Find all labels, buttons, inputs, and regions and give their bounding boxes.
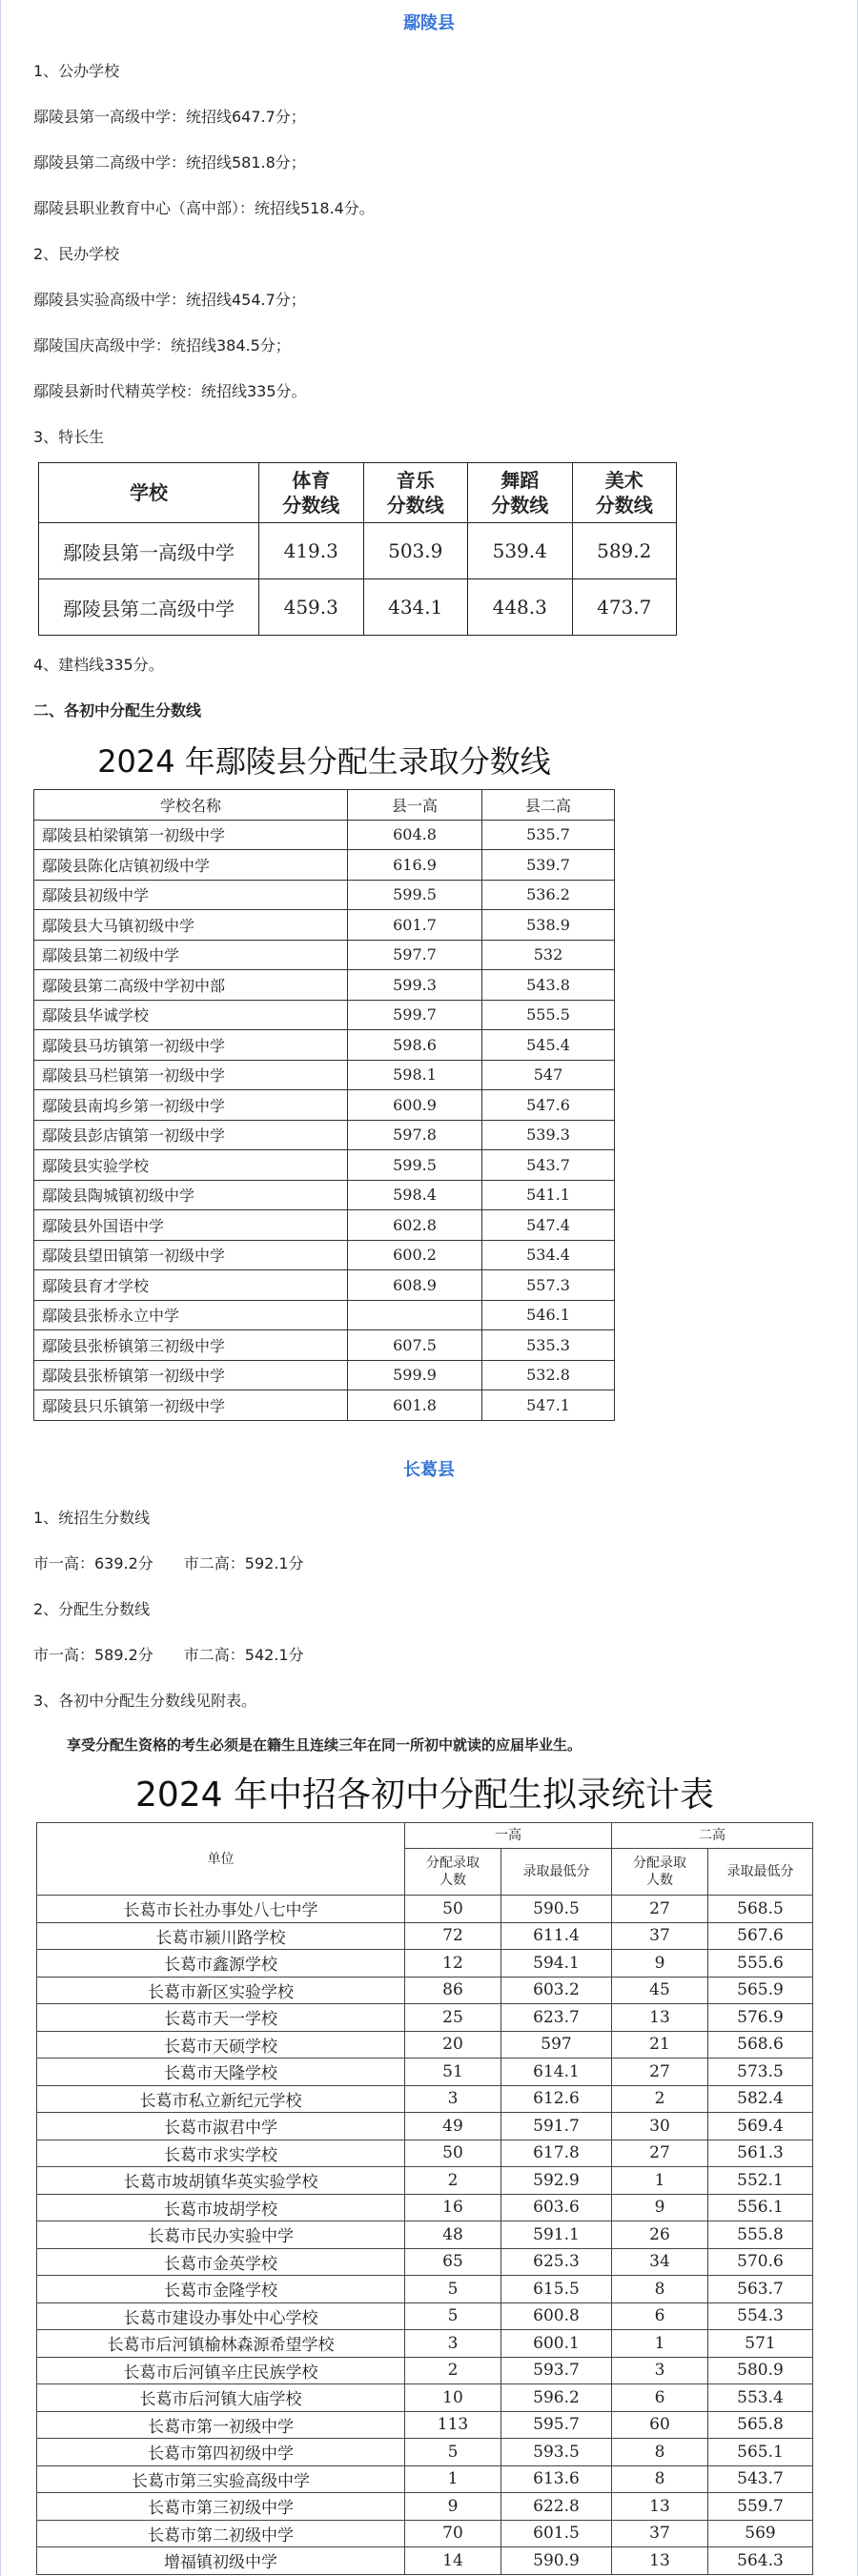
table-row [39, 523, 677, 579]
table-header-cell: 单位 [37, 1823, 405, 1896]
table-cell: 鄢陵县只乐镇第一初级中学 [34, 1390, 348, 1421]
table-header-cell: 录取最低分 [501, 1849, 612, 1896]
table-row [37, 2357, 813, 2384]
table-cell: 547.1 [482, 1390, 615, 1421]
table-cell: 鄢陵县第二初级中学 [34, 940, 348, 970]
table-cell: 571 [708, 2330, 813, 2358]
table-cell: 1 [612, 2330, 708, 2358]
table-cell: 597.8 [348, 1120, 482, 1150]
table-cell: 鄢陵县南坞乡第一初级中学 [34, 1090, 348, 1121]
table-cell: 532.8 [482, 1360, 615, 1390]
table-cell: 614.1 [501, 2059, 612, 2086]
table-cell: 612.6 [501, 2085, 612, 2113]
table-cell: 569.4 [708, 2113, 813, 2140]
table-cell: 长葛市后河镇榆林森源希望学校 [37, 2330, 405, 2358]
table-cell: 539.7 [482, 850, 615, 881]
table-cell: 13 [612, 2547, 708, 2575]
table-cell: 543.7 [482, 1150, 615, 1181]
table-cell: 长葛市第四初级中学 [37, 2439, 405, 2466]
table-cell: 12 [405, 1950, 501, 1978]
table-row [34, 1330, 615, 1361]
table-cell: 601.7 [348, 910, 482, 941]
table-cell: 13 [612, 2004, 708, 2032]
table-cell: 14 [405, 2547, 501, 2575]
table-row [34, 1240, 615, 1270]
table-cell: 6 [612, 2384, 708, 2412]
table-row [37, 2465, 813, 2493]
table-cell: 37 [612, 2520, 708, 2547]
table-cell: 3 [405, 2085, 501, 2113]
table-cell: 555.6 [708, 1950, 813, 1978]
table-cell: 625.3 [501, 2248, 612, 2276]
table-cell: 596.2 [501, 2384, 612, 2412]
table-cell: 45 [612, 1977, 708, 2004]
table-cell: 鄢陵县第一高级中学 [39, 523, 259, 579]
table-row [34, 820, 615, 850]
table-cell: 长葛市建设办事处中心学校 [37, 2302, 405, 2330]
table-cell: 600.1 [501, 2330, 612, 2358]
table-cell: 557.3 [482, 1270, 615, 1301]
table-cell: 545.4 [482, 1030, 615, 1061]
table-cell: 539.3 [482, 1120, 615, 1150]
table-cell: 547 [482, 1060, 615, 1090]
table-row [39, 579, 677, 636]
table-cell: 565.1 [708, 2439, 813, 2466]
table-cell: 599.9 [348, 1360, 482, 1390]
table-cell: 27 [612, 2059, 708, 2086]
table-cell: 长葛市第二初级中学 [37, 2520, 405, 2547]
table-cell: 长葛市天隆学校 [37, 2059, 405, 2086]
table-row [37, 2113, 813, 2140]
section-title-yanling: 鄢陵县 [403, 13, 455, 33]
table-header-cell: 一高 [405, 1823, 612, 1849]
table-cell: 617.8 [501, 2140, 612, 2167]
table-cell: 599.5 [348, 880, 482, 910]
table-cell: 597 [501, 2031, 612, 2059]
table-cell: 86 [405, 1977, 501, 2004]
table-cell: 长葛市天一学校 [37, 2004, 405, 2032]
table-cell: 593.5 [501, 2439, 612, 2466]
text-line: 鄢陵县实验高级中学：统招线454.7分； [33, 291, 306, 309]
table-cell: 599.3 [348, 970, 482, 1001]
table-cell: 603.2 [501, 1977, 612, 2004]
table-cell: 532 [482, 940, 615, 970]
table-cell: 60 [612, 2411, 708, 2439]
table-cell: 600.2 [348, 1240, 482, 1270]
table-cell [348, 1300, 482, 1330]
table-cell: 3 [405, 2330, 501, 2358]
table-title: 2024 年中招各初中分配生拟录统计表 [134, 1775, 715, 1815]
table-cell: 622.8 [501, 2493, 612, 2521]
table-cell: 鄢陵县马栏镇第一初级中学 [34, 1060, 348, 1090]
table-cell: 598.1 [348, 1060, 482, 1090]
table-cell: 556.1 [708, 2194, 813, 2221]
table-cell: 598.4 [348, 1180, 482, 1210]
table-cell: 5 [405, 2302, 501, 2330]
table-row [37, 1922, 813, 1950]
text-line: 2、分配生分数线 [33, 1600, 151, 1618]
table-cell: 611.4 [501, 1922, 612, 1950]
table-cell: 448.3 [468, 579, 573, 636]
table-cell: 616.9 [348, 850, 482, 881]
table-cell: 长葛市民办实验中学 [37, 2221, 405, 2249]
table-cell: 长葛市求实学校 [37, 2140, 405, 2167]
table-cell: 50 [405, 1896, 501, 1923]
table-header-cell: 音乐 分数线 [363, 463, 468, 523]
table-cell: 70 [405, 2520, 501, 2547]
table-header-row [39, 463, 677, 523]
table-cell: 9 [405, 2493, 501, 2521]
table-header-cell: 舞蹈 分数线 [468, 463, 573, 523]
table-cell: 459.3 [259, 579, 364, 636]
table-row [34, 1090, 615, 1121]
table-header-cell: 县一高 [348, 790, 482, 821]
table-cell: 鄢陵县望田镇第一初级中学 [34, 1240, 348, 1270]
table-cell: 30 [612, 2113, 708, 2140]
table-cell: 鄢陵县陈化店镇初级中学 [34, 850, 348, 881]
table-cell: 536.2 [482, 880, 615, 910]
table-cell: 592.9 [501, 2167, 612, 2195]
table-cell: 599.5 [348, 1150, 482, 1181]
table-cell: 49 [405, 2113, 501, 2140]
table-row [34, 1000, 615, 1030]
table-cell: 长葛市第三初级中学 [37, 2493, 405, 2521]
table-cell: 600.8 [501, 2302, 612, 2330]
table-cell: 3 [612, 2357, 708, 2384]
table-cell: 2 [612, 2085, 708, 2113]
table-row [37, 2302, 813, 2330]
text-line: 3、各初中分配生分数线见附表。 [33, 1692, 257, 1710]
table-row [37, 2031, 813, 2059]
table-row [37, 1950, 813, 1978]
table-cell: 602.8 [348, 1210, 482, 1241]
table-cell: 563.7 [708, 2276, 813, 2303]
table-row [37, 1896, 813, 1923]
table-cell: 600.9 [348, 1090, 482, 1121]
table-cell: 27 [612, 1896, 708, 1923]
table-cell: 长葛市第一初级中学 [37, 2411, 405, 2439]
text-line: 2、民办学校 [33, 245, 120, 263]
table-cell: 547.6 [482, 1090, 615, 1121]
table-row [34, 1180, 615, 1210]
table-cell: 565.8 [708, 2411, 813, 2439]
table-cell: 鄢陵县彭店镇第一初级中学 [34, 1120, 348, 1150]
table-cell: 鄢陵县张桥镇第三初级中学 [34, 1330, 348, 1361]
table-cell: 13 [612, 2493, 708, 2521]
table-cell: 593.7 [501, 2357, 612, 2384]
table-cell: 65 [405, 2248, 501, 2276]
table-cell: 568.6 [708, 2031, 813, 2059]
text-line: 鄢陵县第二高级中学：统招线581.8分； [33, 153, 306, 172]
table-cell: 长葛市金隆学校 [37, 2276, 405, 2303]
table-cell: 鄢陵县大马镇初级中学 [34, 910, 348, 941]
table-cell: 48 [405, 2221, 501, 2249]
table-cell: 503.9 [363, 523, 468, 579]
table-cell: 564.3 [708, 2547, 813, 2575]
table-cell: 597.7 [348, 940, 482, 970]
table-cell: 590.9 [501, 2547, 612, 2575]
table-cell: 26 [612, 2221, 708, 2249]
table-row [37, 2004, 813, 2032]
table-cell: 10 [405, 2384, 501, 2412]
table-cell: 长葛市颍川路学校 [37, 1922, 405, 1950]
text-line: 市一高：639.2分 市二高：592.1分 [33, 1554, 304, 1572]
table-cell: 37 [612, 1922, 708, 1950]
table-row [37, 1977, 813, 2004]
table-header-cell: 体育 分数线 [259, 463, 364, 523]
table-row [34, 1210, 615, 1241]
table-cell: 623.7 [501, 2004, 612, 2032]
table-row [37, 2085, 813, 2113]
table-row [34, 880, 615, 910]
table-cell: 长葛市长社办事处八七中学 [37, 1896, 405, 1923]
table-cell: 5 [405, 2276, 501, 2303]
table-row [37, 2493, 813, 2521]
table-cell: 鄢陵县外国语中学 [34, 1210, 348, 1241]
table-cell: 34 [612, 2248, 708, 2276]
table-cell: 573.5 [708, 2059, 813, 2086]
table-cell: 增福镇初级中学 [37, 2547, 405, 2575]
table-cell: 541.1 [482, 1180, 615, 1210]
table-cell: 539.4 [468, 523, 573, 579]
table-cell: 长葛市金英学校 [37, 2248, 405, 2276]
table-cell: 6 [612, 2302, 708, 2330]
table-cell: 长葛市私立新纪元学校 [37, 2085, 405, 2113]
table-row [34, 1300, 615, 1330]
changge-allocation-table [36, 1822, 813, 2575]
table-row [37, 2520, 813, 2547]
table-cell: 554.3 [708, 2302, 813, 2330]
table-header-cell: 县二高 [482, 790, 615, 821]
text-line: 鄢陵县职业教育中心（高中部）：统招线518.4分。 [33, 199, 375, 217]
table-row [37, 2167, 813, 2195]
table-cell: 鄢陵县陶城镇初级中学 [34, 1180, 348, 1210]
text-line: 鄢陵县第一高级中学：统招线647.7分； [33, 108, 306, 126]
table-cell: 113 [405, 2411, 501, 2439]
table-cell: 9 [612, 2194, 708, 2221]
table-cell: 21 [612, 2031, 708, 2059]
table-row [37, 2059, 813, 2086]
text-line: 市一高：589.2分 市二高：542.1分 [33, 1646, 304, 1664]
table-cell: 546.1 [482, 1300, 615, 1330]
table-cell: 603.6 [501, 2194, 612, 2221]
table-cell: 552.1 [708, 2167, 813, 2195]
table-row [34, 970, 615, 1001]
table-cell: 591.7 [501, 2113, 612, 2140]
table-cell: 607.5 [348, 1330, 482, 1361]
table-cell: 580.9 [708, 2357, 813, 2384]
table-cell: 553.4 [708, 2384, 813, 2412]
table-cell: 576.9 [708, 2004, 813, 2032]
table-row [34, 1360, 615, 1390]
special-student-table [38, 462, 677, 636]
eligibility-note: 享受分配生资格的考生必须是在籍生且连续三年在同一所初中就读的应届毕业生。 [67, 1736, 582, 1754]
table-cell: 长葛市后河镇辛庄民族学校 [37, 2357, 405, 2384]
table-cell: 555.5 [482, 1000, 615, 1030]
table-cell: 1 [612, 2167, 708, 2195]
table-cell: 598.6 [348, 1030, 482, 1061]
table-row [34, 940, 615, 970]
table-cell: 538.9 [482, 910, 615, 941]
table-cell: 51 [405, 2059, 501, 2086]
table-cell: 599.7 [348, 1000, 482, 1030]
table-cell: 长葛市坡胡镇华英实验学校 [37, 2167, 405, 2195]
table-row [34, 1030, 615, 1061]
table-cell: 长葛市淑君中学 [37, 2113, 405, 2140]
table-cell: 鄢陵县张桥永立中学 [34, 1300, 348, 1330]
table-cell: 9 [612, 1950, 708, 1978]
table-cell: 569 [708, 2520, 813, 2547]
table-row [34, 910, 615, 941]
table-cell: 590.5 [501, 1896, 612, 1923]
table-cell: 长葛市坡胡学校 [37, 2194, 405, 2221]
table-cell: 鄢陵县张桥镇第一初级中学 [34, 1360, 348, 1390]
text-line: 3、特长生 [33, 428, 105, 446]
table-cell: 2 [405, 2167, 501, 2195]
table-cell: 535.7 [482, 820, 615, 850]
table-cell: 589.2 [572, 523, 677, 579]
table-header-cell: 学校名称 [34, 790, 348, 821]
table-cell: 8 [612, 2439, 708, 2466]
table-cell: 8 [612, 2465, 708, 2493]
table-cell: 鄢陵县柏梁镇第一初级中学 [34, 820, 348, 850]
table-header-row [37, 1823, 813, 1849]
changge-table-image [36, 1769, 813, 2576]
table-cell: 长葛市鑫源学校 [37, 1950, 405, 1978]
table-cell: 582.4 [708, 2085, 813, 2113]
table-cell: 8 [612, 2276, 708, 2303]
table-cell: 555.8 [708, 2221, 813, 2249]
text-line: 4、建档线335分。 [33, 656, 164, 674]
table-cell: 鄢陵县第二高级中学 [39, 579, 259, 636]
text-line: 1、公办学校 [33, 62, 120, 80]
table-cell: 长葛市后河镇大庙学校 [37, 2384, 405, 2412]
allocation-table-image [33, 734, 615, 1449]
table-cell: 543.7 [708, 2465, 813, 2493]
table-row [34, 850, 615, 881]
table-row [37, 2140, 813, 2167]
table-cell: 1 [405, 2465, 501, 2493]
table-row [37, 2276, 813, 2303]
table-header-cell: 二高 [612, 1823, 813, 1849]
table-header-cell: 录取最低分 [708, 1849, 813, 1896]
table-row [34, 1150, 615, 1181]
table-cell: 鄢陵县华诚学校 [34, 1000, 348, 1030]
table-row [37, 2330, 813, 2358]
table-cell: 567.6 [708, 1922, 813, 1950]
table-row [37, 2221, 813, 2249]
table-cell: 615.5 [501, 2276, 612, 2303]
table-cell: 长葛市新区实验学校 [37, 1977, 405, 2004]
table-cell: 601.8 [348, 1390, 482, 1421]
table-cell: 604.8 [348, 820, 482, 850]
table-cell: 434.1 [363, 579, 468, 636]
table-cell: 5 [405, 2439, 501, 2466]
text-line: 鄢陵国庆高级中学：统招线384.5分； [33, 336, 291, 355]
table-cell: 595.7 [501, 2411, 612, 2439]
table-row [37, 2411, 813, 2439]
table-row [34, 1120, 615, 1150]
section-subheading: 二、各初中分配生分数线 [33, 701, 202, 720]
table-cell: 50 [405, 2140, 501, 2167]
text-line: 鄢陵县新时代精英学校：统招线335分。 [33, 382, 307, 400]
table-cell: 608.9 [348, 1270, 482, 1301]
table-cell: 570.6 [708, 2248, 813, 2276]
table-cell: 601.5 [501, 2520, 612, 2547]
table-cell: 547.4 [482, 1210, 615, 1241]
table-cell: 长葛市第三实验高级中学 [37, 2465, 405, 2493]
table-cell: 鄢陵县实验学校 [34, 1150, 348, 1181]
text-line: 1、统招生分数线 [33, 1509, 151, 1527]
table-cell: 568.5 [708, 1896, 813, 1923]
table-cell: 鄢陵县初级中学 [34, 880, 348, 910]
table-header-row [34, 790, 615, 821]
table-cell: 534.4 [482, 1240, 615, 1270]
table-row [34, 1270, 615, 1301]
table-cell: 鄢陵县马坊镇第一初级中学 [34, 1030, 348, 1061]
table-cell: 594.1 [501, 1950, 612, 1978]
table-cell: 473.7 [572, 579, 677, 636]
table-row [37, 2194, 813, 2221]
table-cell: 559.7 [708, 2493, 813, 2521]
table-cell: 鄢陵县育才学校 [34, 1270, 348, 1301]
table-row [37, 2248, 813, 2276]
table-cell: 535.3 [482, 1330, 615, 1361]
table-row [37, 2547, 813, 2575]
table-row [37, 2384, 813, 2412]
table-row [34, 1390, 615, 1421]
table-header-cell: 学校 [39, 463, 259, 523]
table-header-cell: 美术 分数线 [572, 463, 677, 523]
table-cell: 鄢陵县第二高级中学初中部 [34, 970, 348, 1001]
table-cell: 16 [405, 2194, 501, 2221]
table-row [37, 2439, 813, 2466]
table-title: 2024 年鄢陵县分配生录取分数线 [97, 743, 551, 780]
table-row [34, 1060, 615, 1090]
table-cell: 565.9 [708, 1977, 813, 2004]
section-title-changge: 长葛县 [403, 1460, 455, 1480]
table-cell: 长葛市天硕学校 [37, 2031, 405, 2059]
table-cell: 561.3 [708, 2140, 813, 2167]
table-cell: 543.8 [482, 970, 615, 1001]
table-header-cell: 分配录取 人数 [405, 1849, 501, 1896]
table-cell: 2 [405, 2357, 501, 2384]
table-cell: 591.1 [501, 2221, 612, 2249]
table-header-cell: 分配录取 人数 [612, 1849, 708, 1896]
table-cell: 27 [612, 2140, 708, 2167]
table-cell: 20 [405, 2031, 501, 2059]
table-cell: 419.3 [259, 523, 364, 579]
table-cell: 25 [405, 2004, 501, 2032]
table-cell: 613.6 [501, 2465, 612, 2493]
yanling-allocation-table [33, 789, 615, 1421]
table-cell: 72 [405, 1922, 501, 1950]
